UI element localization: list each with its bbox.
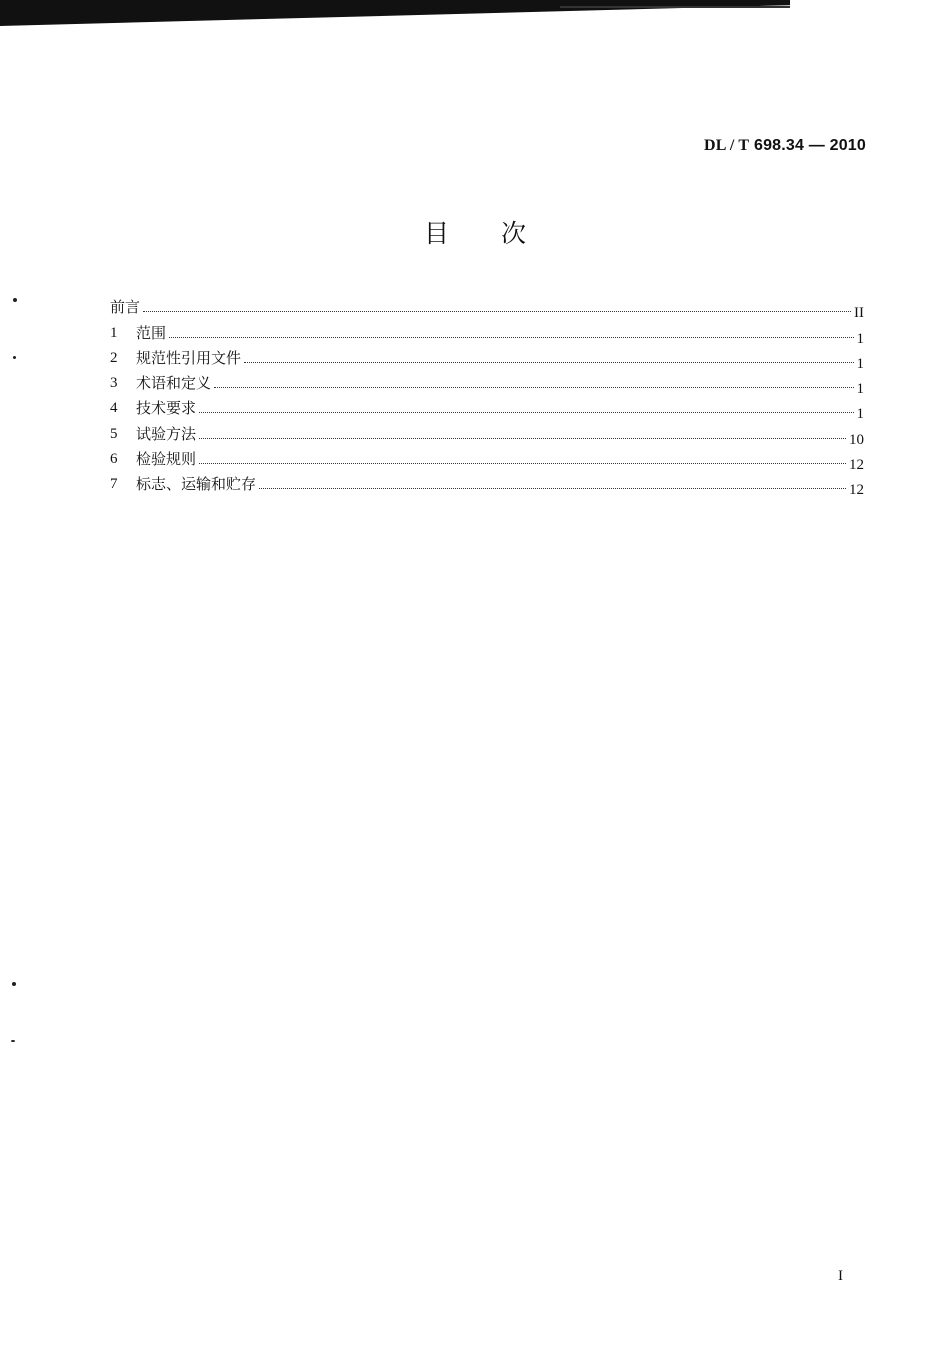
table-of-contents [110,292,864,499]
toc-entry-2[interactable] [110,343,864,372]
standard-number-value: 698.34 — 2010 [753,137,866,154]
page-number: I [838,1268,843,1284]
toc-entry-page: 1 [856,406,864,423]
toc-entry-label: 技术要求 [136,399,197,418]
toc-entry-7[interactable] [110,469,864,499]
title-part-1: 目 [423,219,449,248]
scan-speck [13,298,17,302]
toc-leader-dots [214,386,853,388]
page-title [0,214,950,250]
toc-entry-3[interactable] [110,368,864,398]
toc-entry-page: 12 [849,482,864,499]
standard-code: DL / T [703,137,750,154]
scan-speck [12,982,16,986]
toc-leader-dots [199,462,846,464]
toc-entry-number: 2 [110,349,118,366]
toc-leader-dots [143,310,851,312]
toc-entry-label: 前言 [110,298,141,317]
toc-entry-page: 1 [856,355,864,372]
toc-entry-number: 6 [110,451,118,468]
toc-entry-label: 试验方法 [136,424,197,443]
toc-leader-dots [244,361,853,363]
toc-entry-label: 规范性引用文件 [136,348,242,367]
scan-edge-shadow [0,0,790,26]
toc-entry-number: 3 [110,375,118,392]
toc-entry-label: 标志、运输和贮存 [136,475,257,494]
toc-entry-number: 4 [110,400,118,417]
toc-entry-page: 1 [856,330,864,347]
toc-entry-page: 1 [856,381,864,398]
toc-entry-label: 术语和定义 [136,374,212,393]
standard-number [704,137,866,155]
toc-entry-number: 1 [110,324,118,341]
toc-entry-page: 12 [849,457,864,474]
toc-entry-page: II [854,305,864,322]
toc-entry-label: 检验规则 [136,450,197,469]
toc-entry-number: 7 [110,476,118,493]
toc-leader-dots [199,437,846,439]
toc-entry-5[interactable] [110,418,864,448]
toc-entry-number: 5 [110,425,118,442]
toc-entry-label: 范围 [136,323,167,342]
title-part-2: 次 [501,219,527,248]
toc-leader-dots [199,411,853,413]
scan-speck [11,1040,15,1042]
toc-entry-6[interactable] [110,444,864,474]
toc-entry-foreword[interactable] [110,292,864,322]
toc-leader-dots [169,336,853,338]
toc-leader-dots [259,487,846,489]
toc-entry-page: 10 [849,431,864,448]
toc-entry-4[interactable] [110,393,864,423]
scan-speck [13,356,16,359]
toc-entry-1[interactable] [110,317,864,347]
scan-edge-line [560,6,790,8]
